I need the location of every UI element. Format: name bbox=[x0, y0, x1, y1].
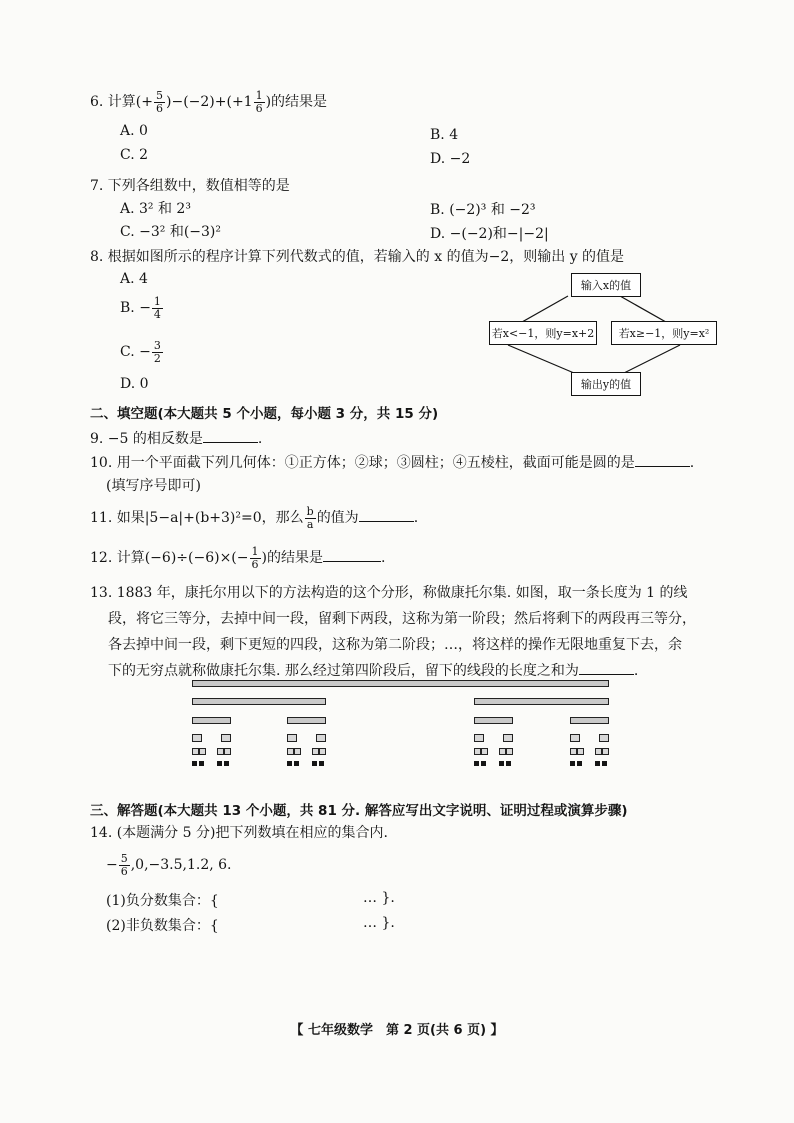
cantor-stage-5-segment bbox=[506, 761, 511, 766]
q8-option-a: A. 4 bbox=[120, 271, 148, 287]
cantor-stage-2-segment bbox=[570, 717, 609, 724]
q11: 11. 如果|5−a|+(b+3)²=0，那么 $\frac{b}{a}$ 的值为 . bbox=[90, 505, 419, 531]
cantor-stage-1-segment bbox=[192, 698, 326, 705]
cantor-stage-2-segment bbox=[474, 717, 513, 724]
q7-option-d: D. −(−2)和−|−2| bbox=[430, 226, 549, 242]
q14-stem: 14. (本题满分 5 分)把下列数填在相应的集合内. bbox=[90, 825, 388, 841]
cantor-stage-3-segment bbox=[599, 734, 609, 742]
q12: 12. 计算(−6)÷(−6)×(− $\frac{1}{6}$ )的结果是 . bbox=[90, 545, 386, 571]
section-3-heading: 三、解答题(本大题共 13 个小题，共 81 分. 解答应写出文字说明、证明过程或演算步骤) bbox=[90, 803, 628, 819]
q14-set-2-close: … }. bbox=[363, 915, 395, 931]
q8-stem: 8. 根据如图所示的程序计算下列代数式的值，若输入的 x 的值为−2，则输出 y 的值是 bbox=[90, 249, 625, 265]
q9: 9. −5 的相反数是 . bbox=[90, 431, 263, 447]
q14-number-list: − $\frac{5}{6}$ ,0,−3.5,1.2, 6. bbox=[106, 852, 232, 878]
cantor-stage-4-segment bbox=[481, 748, 488, 755]
flow-input-box: 输入x的值 bbox=[571, 273, 641, 297]
flow-right-box: 若x≥−1，则y=x² bbox=[611, 321, 717, 345]
cantor-stage-5-segment bbox=[312, 761, 317, 766]
cantor-stage-4-segment bbox=[217, 748, 224, 755]
cantor-stage-5-segment bbox=[481, 761, 486, 766]
cantor-stage-4-segment bbox=[312, 748, 319, 755]
answer-blank[interactable] bbox=[359, 521, 414, 522]
q8-option-d: D. 0 bbox=[120, 376, 149, 392]
cantor-stage-3-segment bbox=[474, 734, 484, 742]
q10-note: (填写序号即可) bbox=[106, 478, 201, 494]
q6-stem: 6. 计算(+ $\frac{5}{6}$ )−(−2)+(+1 $\frac{1}{6}$ )的结果是 bbox=[90, 89, 328, 115]
fraction: $\frac{1}{6}$ bbox=[255, 89, 263, 115]
cantor-stage-5-segment bbox=[287, 761, 292, 766]
cantor-stage-5-segment bbox=[224, 761, 229, 766]
cantor-stage-4-segment bbox=[294, 748, 301, 755]
q14-set-non-negative: (2)非负数集合：{ bbox=[106, 918, 219, 934]
answer-blank[interactable] bbox=[579, 674, 634, 675]
q7-option-b: B. (−2)³ 和 −2³ bbox=[430, 202, 536, 218]
cantor-stage-2-segment bbox=[287, 717, 326, 724]
q6-option-d: D. −2 bbox=[430, 151, 471, 167]
cantor-stage-4-segment bbox=[319, 748, 326, 755]
answer-blank[interactable] bbox=[635, 466, 690, 467]
cantor-stage-3-segment bbox=[503, 734, 513, 742]
q6-option-a: A. 0 bbox=[120, 123, 148, 139]
flow-left-box: 若x<−1，则y=x+2 bbox=[489, 321, 597, 345]
cantor-stage-5-segment bbox=[595, 761, 600, 766]
q13-line-1: 13. 1883 年，康托尔用以下的方法构造的这个分形，称做康托尔集. 如图，取一条长度为 1 的线 bbox=[90, 585, 688, 601]
q13-line-4: 下的无穷点就称做康托尔集. 那么经过第四阶段后，留下的线段的长度之和为 . bbox=[108, 663, 639, 679]
q7-option-a: A. 3² 和 2³ bbox=[120, 201, 191, 217]
cantor-stage-5-segment bbox=[217, 761, 222, 766]
q7-stem: 7. 下列各组数中，数值相等的是 bbox=[90, 178, 290, 194]
page-footer: 【 七年级数学 第 2 页(共 6 页) 】 bbox=[290, 1023, 504, 1038]
q13-line-3: 各去掉中间一段，剩下更短的四段，这称为第二阶段；…，将这样的操作无限地重复下去，余 bbox=[108, 637, 682, 653]
cantor-stage-4-segment bbox=[570, 748, 577, 755]
q10: 10. 用一个平面截下列几何体：①正方体；②球；③圆柱；④五棱柱，截面可能是圆的是 . bbox=[90, 455, 695, 471]
cantor-stage-3-segment bbox=[316, 734, 326, 742]
q14-set-negative-fractions: (1)负分数集合：{ bbox=[106, 893, 219, 909]
cantor-stage-1-segment bbox=[474, 698, 609, 705]
cantor-stage-4-segment bbox=[287, 748, 294, 755]
cantor-stage-4-segment bbox=[506, 748, 513, 755]
cantor-stage-3-segment bbox=[221, 734, 231, 742]
cantor-stage-5-segment bbox=[294, 761, 299, 766]
fraction: $\frac{3}{2}$ bbox=[153, 339, 161, 365]
fraction: $\frac{1}{4}$ bbox=[153, 295, 161, 321]
answer-blank[interactable] bbox=[203, 442, 258, 443]
cantor-stage-5-segment bbox=[570, 761, 575, 766]
q14-set-1-close: … }. bbox=[363, 890, 395, 906]
cantor-stage-4-segment bbox=[224, 748, 231, 755]
fraction: $\frac{b}{a}$ bbox=[306, 505, 314, 531]
fraction: $\frac{1}{6}$ bbox=[251, 545, 259, 571]
fraction: $\frac{5}{6}$ bbox=[156, 89, 163, 115]
flow-output-box: 输出y的值 bbox=[571, 372, 641, 396]
cantor-stage-3-segment bbox=[192, 734, 202, 742]
q6-option-c: C. 2 bbox=[120, 147, 149, 163]
cantor-stage-4-segment bbox=[602, 748, 609, 755]
q8-option-b: B. − $\frac{1}{4}$ bbox=[120, 295, 161, 321]
cantor-stage-5-segment bbox=[602, 761, 607, 766]
cantor-stage-4-segment bbox=[499, 748, 506, 755]
cantor-stage-5-segment bbox=[499, 761, 504, 766]
cantor-stage-3-segment bbox=[287, 734, 297, 742]
q8-option-c: C. − $\frac{3}{2}$ bbox=[120, 339, 161, 365]
q7-option-c: C. −3² 和(−3)² bbox=[120, 224, 221, 240]
cantor-stage-5-segment bbox=[319, 761, 324, 766]
cantor-stage-3-segment bbox=[570, 734, 580, 742]
q13-line-2: 段，将它三等分，去掉中间一段，留剩下两段，这称为第一阶段；然后将剩下的两段再三等分， bbox=[108, 611, 696, 627]
cantor-stage-4-segment bbox=[595, 748, 602, 755]
cantor-stage-4-segment bbox=[199, 748, 206, 755]
cantor-stage-0 bbox=[192, 680, 609, 687]
q6-option-b: B. 4 bbox=[430, 127, 459, 143]
cantor-stage-4-segment bbox=[577, 748, 584, 755]
cantor-stage-5-segment bbox=[192, 761, 197, 766]
cantor-stage-5-segment bbox=[199, 761, 204, 766]
cantor-stage-4-segment bbox=[474, 748, 481, 755]
answer-blank[interactable] bbox=[323, 561, 381, 562]
cantor-stage-5-segment bbox=[474, 761, 479, 766]
cantor-stage-2-segment bbox=[192, 717, 231, 724]
cantor-stage-5-segment bbox=[577, 761, 582, 766]
section-2-heading: 二、填空题(本大题共 5 个小题，每小题 3 分，共 15 分) bbox=[90, 406, 439, 422]
cantor-stage-4-segment bbox=[192, 748, 199, 755]
fraction: $\frac{5}{6}$ bbox=[120, 852, 128, 878]
